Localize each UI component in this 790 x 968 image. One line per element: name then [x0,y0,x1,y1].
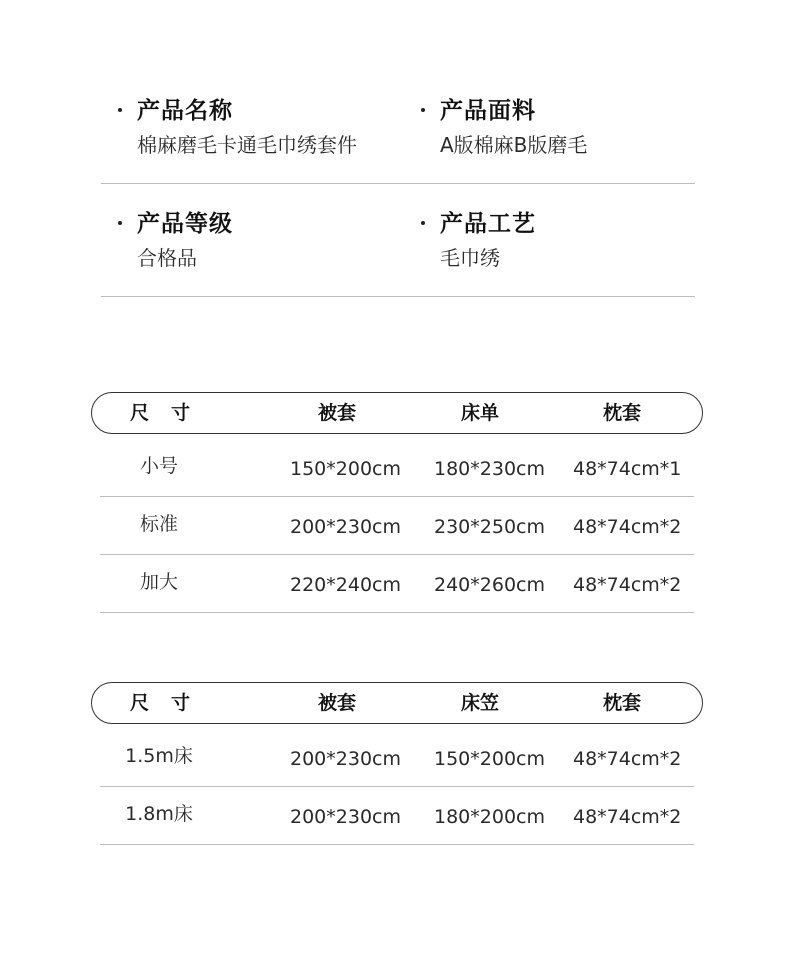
table-row [100,439,694,497]
info-product-name [137,98,357,157]
bullet-icon [118,221,122,225]
bullet-icon [421,108,425,112]
cell-duvet-cover: 220*240cm [290,574,401,596]
info-product-fabric [440,98,587,157]
header-pillowcase: 枕套 [602,402,641,424]
header-bed-sheet: 床单 [460,402,499,424]
bullet-icon [118,108,122,112]
table-row [100,729,694,787]
info-label: 产品等级 [137,211,233,237]
header-duvet-cover: 被套 [317,692,356,714]
cell-size: 标准 [139,513,178,535]
info-value: 合格品 [137,246,197,270]
divider [101,183,695,184]
cell-size: 小号 [139,455,178,477]
info-value: A版棉麻B版磨毛 [440,133,588,157]
divider [101,296,695,297]
bullet-icon [421,221,425,225]
cell-duvet-cover: 200*230cm [290,748,401,770]
size-table-fitted-sheet [91,682,703,845]
header-size: 尺寸 [129,402,212,424]
cell-size: 1.5m床 [125,745,193,767]
table-header [91,682,703,724]
info-label: 产品面料 [440,98,536,124]
cell-pillowcase: 48*74cm*2 [573,574,682,596]
info-label: 产品工艺 [440,211,536,237]
info-value: 棉麻磨毛卡通毛巾绣套件 [137,133,357,157]
info-label: 产品名称 [137,98,233,124]
cell-size: 1.8m床 [125,803,193,825]
cell-duvet-cover: 200*230cm [290,806,401,828]
cell-pillowcase: 48*74cm*1 [573,458,682,480]
cell-fitted-sheet: 150*200cm [434,748,545,770]
table-row [100,497,694,555]
header-fitted-sheet: 床笠 [460,692,499,714]
cell-fitted-sheet: 180*200cm [434,806,545,828]
cell-pillowcase: 48*74cm*2 [573,516,682,538]
cell-size: 加大 [139,571,178,593]
size-table-sheet [91,392,703,613]
table-row [100,787,694,845]
table-header [91,392,703,434]
cell-pillowcase: 48*74cm*2 [573,748,682,770]
cell-bed-sheet: 230*250cm [434,516,545,538]
cell-bed-sheet: 240*260cm [434,574,545,596]
info-value: 毛巾绣 [440,246,500,270]
cell-pillowcase: 48*74cm*2 [573,806,682,828]
header-size: 尺寸 [129,692,212,714]
header-pillowcase: 枕套 [602,692,641,714]
info-product-grade [137,211,233,270]
cell-bed-sheet: 180*230cm [434,458,545,480]
table-row [100,555,694,613]
header-duvet-cover: 被套 [317,402,356,424]
info-product-craft [440,211,536,270]
cell-duvet-cover: 200*230cm [290,516,401,538]
cell-duvet-cover: 150*200cm [290,458,401,480]
